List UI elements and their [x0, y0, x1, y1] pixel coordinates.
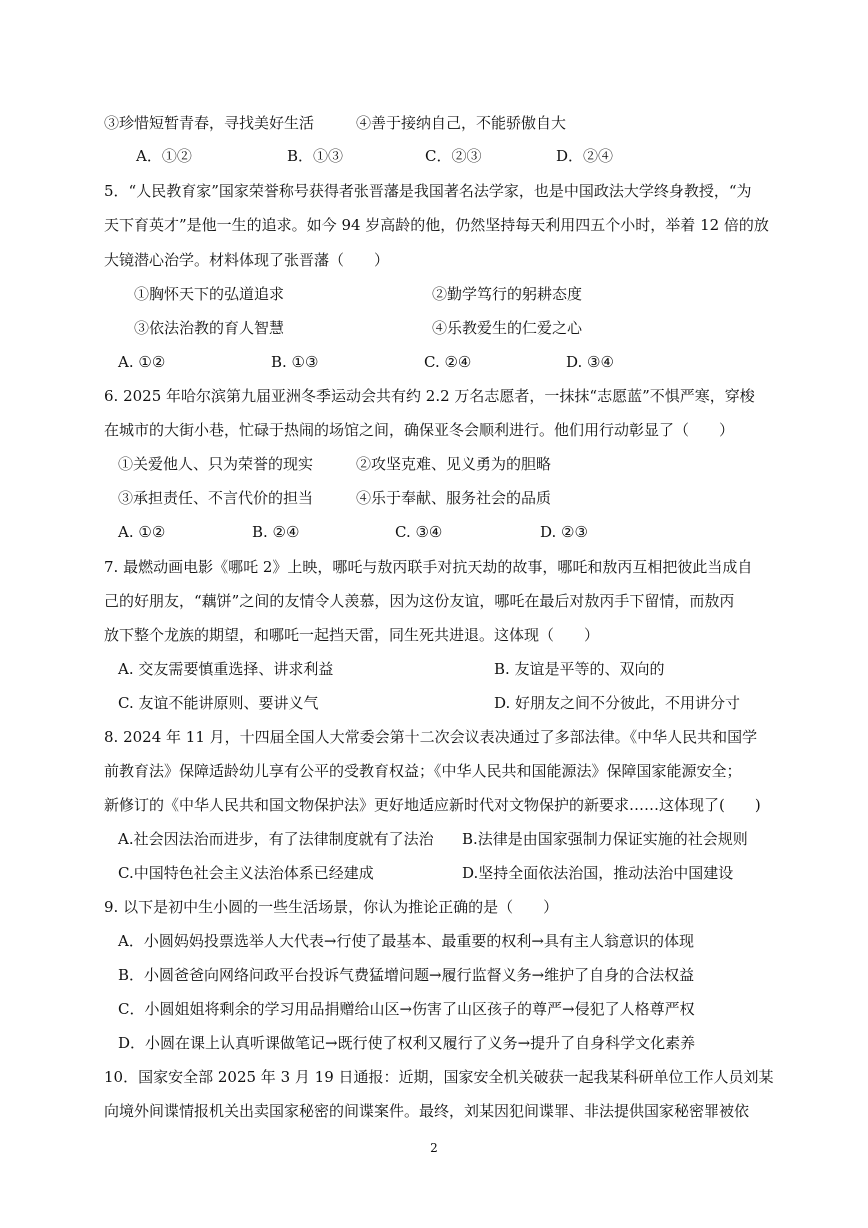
q5-item-1: ①胸怀天下的弘道追求: [134, 285, 285, 303]
q4-option-d: D．②④: [556, 147, 614, 165]
q8-option-b: B.法律是由国家强制力保证实施的社会规则: [462, 830, 748, 848]
q5-stem-line-1: 5．“人民教育家”国家荣誉称号获得者张晋藩是我国著名法学家，也是中国政法大学终身教授，“为: [104, 182, 752, 200]
q7-option-c: C. 友谊不能讲原则、要讲义气: [118, 694, 319, 712]
q9-option-c: C．小圆姐姐将剩余的学习用品捐赠给山区→伤害了山区孩子的尊严→侵犯了人格尊严权: [118, 1000, 695, 1018]
q6-option-d: D. ②③: [540, 523, 588, 541]
q4-item-3: ③珍惜短暂青春，寻找美好生活: [104, 114, 315, 132]
q5-item-4: ④乐教爱生的仁爱之心: [432, 319, 583, 337]
q6-option-c: C. ③④: [395, 523, 443, 541]
q6-option-a: A. ①②: [118, 523, 166, 541]
q6-stem-line-2: 在城市的大街小巷，忙碌于热闹的场馆之间，确保亚冬会顺利进行。他们用行动彰显了（ ）: [104, 421, 735, 439]
q6-option-b: B. ②④: [252, 523, 300, 541]
q9-option-b: B．小圆爸爸向网络问政平台投诉气费猛增问题→履行监督义务→维护了自身的合法权益: [118, 966, 695, 984]
q7-stem-line-2: 己的好朋友，“藕饼”之间的友情令人羡慕，因为这份友谊，哪吒在最后对敖丙手下留情，而敖丙: [104, 592, 735, 610]
q8-option-a: A.社会因法治而进步，有了法律制度就有了法治: [118, 830, 434, 848]
q8-option-c: C.中国特色社会主义法治体系已经建成: [118, 864, 374, 882]
q4-option-a: A．①②: [136, 147, 192, 165]
q9-option-a: A．小圆妈妈投票选举人大代表→行使了最基本、最重要的权利→具有主人翁意识的体现: [118, 932, 694, 950]
q6-item-3: ③承担责任、不言代价的担当: [118, 489, 314, 507]
q10-stem-line-1: 10．国家安全部 2025 年 3 月 19 日通报：近期，国家安全机关破获一起我某科研单位工作人员刘某: [104, 1068, 774, 1086]
q6-item-2: ②攻坚克难、见义勇为的胆略: [356, 455, 552, 473]
q7-option-d: D. 好朋友之间不分彼此，不用讲分寸: [494, 694, 741, 712]
q8-stem-line-3: 新修订的《中华人民共和国文物保护法》更好地适应新时代对文物保护的新要求……这体现了( ): [104, 796, 761, 814]
q8-stem-line-1: 8. 2024 年 11 月，十四届全国人大常委会第十二次会议表决通过了多部法律。《中华人民共和国学: [104, 728, 758, 746]
q8-stem-line-2: 前教育法》保障适龄幼儿享有公平的受教育权益；《中华人民共和国能源法》保障国家能源安全；: [104, 762, 742, 780]
q5-option-a: A. ①②: [118, 353, 166, 371]
q5-option-c: C. ②④: [424, 353, 472, 371]
q5-stem-line-2: 天下育英才”是他一生的追求。如今 94 岁高龄的他，仍然坚持每天利用四五个小时，举着 12 倍的放: [104, 216, 769, 234]
q7-option-a: A. 交友需要慎重选择、讲求利益: [118, 660, 334, 678]
q10-stem-line-2: 向境外间谍情报机关出卖国家秘密的间谍案件。最终，刘某因犯间谍罪、非法提供国家秘密罪被依: [104, 1102, 750, 1120]
q5-item-3: ③依法治教的育人智慧: [134, 319, 285, 337]
q5-item-2: ②勤学笃行的躬耕态度: [432, 285, 583, 303]
q4-item-4: ④善于接纳自己，不能骄傲自大: [356, 114, 567, 132]
q7-option-b: B. 友谊是平等的、双向的: [494, 660, 665, 678]
q6-stem-line-1: 6. 2025 年哈尔滨第九届亚洲冬季运动会共有约 2.2 万名志愿者，一抹抹“志愿蓝”不惧严寒，穿梭: [104, 387, 755, 405]
q5-stem-line-3: 大镜潜心治学。材料体现了张晋藩（ ）: [104, 251, 390, 269]
q5-option-d: D. ③④: [566, 353, 614, 371]
q6-item-1: ①关爱他人、只为荣誉的现实: [118, 455, 314, 473]
q5-option-b: B. ①③: [271, 353, 319, 371]
page-number: 2: [430, 1141, 438, 1155]
q7-stem-line-1: 7. 最燃动画电影《哪吒 2》上映，哪吒与敖丙联手对抗天劫的故事，哪吒和敖丙互相把彼此当成自: [104, 558, 753, 576]
q7-stem-line-3: 放下整个龙族的期望，和哪吒一起挡天雷，同生死共进退。这体现（ ）: [104, 626, 600, 644]
q9-option-d: D．小圆在课上认真听课做笔记→既行使了权利又履行了义务→提升了自身科学文化素养: [118, 1034, 696, 1052]
q9-stem: 9. 以下是初中生小圆的一些生活场景，你认为推论正确的是（ ）: [104, 898, 559, 916]
q6-item-4: ④乐于奉献、服务社会的品质: [356, 489, 552, 507]
q8-option-d: D.坚持全面依法治国，推动法治中国建设: [462, 864, 734, 882]
q4-option-c: C．②③: [425, 147, 482, 165]
q4-option-b: B．①③: [287, 147, 344, 165]
